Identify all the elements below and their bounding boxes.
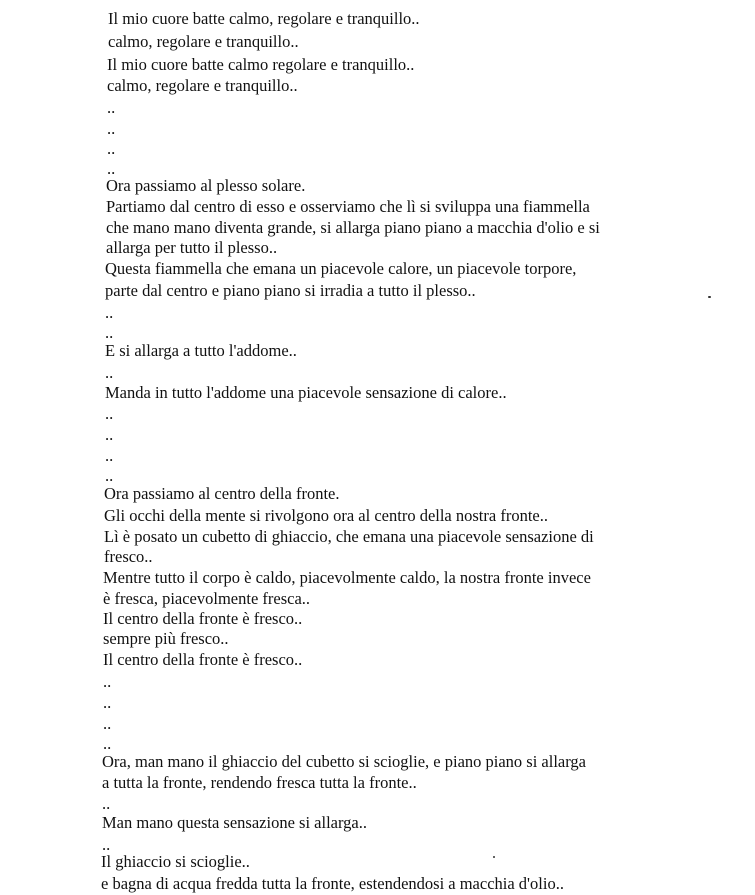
scan-speck	[708, 296, 711, 298]
text-line: ..	[105, 446, 114, 465]
text-line: Il ghiaccio si scioglie..	[101, 852, 250, 871]
text-line: che mano mano diventa grande, si allarga piano piano a macchia d'olio e si	[106, 218, 600, 237]
text-line: ..	[105, 466, 114, 485]
text-line: ..	[103, 693, 112, 712]
text-line: ..	[105, 323, 114, 342]
text-line: Man mano questa sensazione si allarga..	[102, 813, 367, 832]
text-line: Gli occhi della mente si rivolgono ora al centro della nostra fronte..	[104, 506, 548, 525]
text-line: ..	[103, 672, 112, 691]
text-line: ..	[107, 159, 116, 178]
text-line: fresco..	[104, 547, 153, 566]
text-line: ..	[103, 714, 112, 733]
text-line: ..	[102, 794, 111, 813]
text-line: Il centro della fronte è fresco..	[103, 650, 303, 669]
text-line: calmo, regolare e tranquillo..	[108, 32, 299, 51]
text-line: ..	[102, 835, 111, 854]
text-line: ..	[107, 139, 116, 158]
scan-speck	[493, 856, 495, 858]
text-line: allarga per tutto il plesso..	[106, 238, 278, 257]
text-line: parte dal centro e piano piano si irradia a tutto il plesso..	[105, 281, 476, 300]
text-line: ..	[107, 119, 116, 138]
text-line: Mentre tutto il corpo è caldo, piacevolmente caldo, la nostra fronte invece	[103, 568, 591, 587]
text-line: sempre più fresco..	[103, 629, 229, 648]
text-line: Manda in tutto l'addome una piacevole sensazione di calore..	[105, 383, 507, 402]
text-line: Lì è posato un cubetto di ghiaccio, che emana una piacevole sensazione di	[104, 527, 594, 546]
text-line: Ora, man mano il ghiaccio del cubetto si scioglie, e piano piano si allarga	[102, 752, 587, 771]
text-line: Partiamo dal centro di esso e osserviamo che lì si sviluppa una fiammella	[106, 197, 590, 216]
text-line: ..	[105, 425, 114, 444]
text-line: ..	[103, 734, 112, 753]
text-line: ..	[105, 363, 114, 382]
text-line: e bagna di acqua fredda tutta la fronte, estendendosi a macchia d'olio..	[101, 874, 564, 893]
text-line: ..	[105, 404, 114, 423]
text-line: ..	[107, 98, 116, 117]
text-line: ..	[105, 303, 114, 322]
text-line: E si allarga a tutto l'addome..	[105, 341, 297, 360]
text-line: Il mio cuore batte calmo regolare e tranquillo..	[107, 55, 415, 74]
text-line: a tutta la fronte, rendendo fresca tutta la fronte..	[102, 773, 417, 792]
text-line: Il centro della fronte è fresco..	[103, 609, 303, 628]
text-line: Questa fiammella che emana un piacevole calore, un piacevole torpore,	[105, 259, 577, 278]
text-line: è fresca, piacevolmente fresca..	[103, 589, 311, 608]
text-line: Ora passiamo al centro della fronte.	[104, 484, 340, 503]
text-line: Il mio cuore batte calmo, regolare e tranquillo..	[108, 9, 420, 28]
text-line: calmo, regolare e tranquillo..	[107, 76, 298, 95]
text-line: Ora passiamo al plesso solare.	[106, 176, 306, 195]
